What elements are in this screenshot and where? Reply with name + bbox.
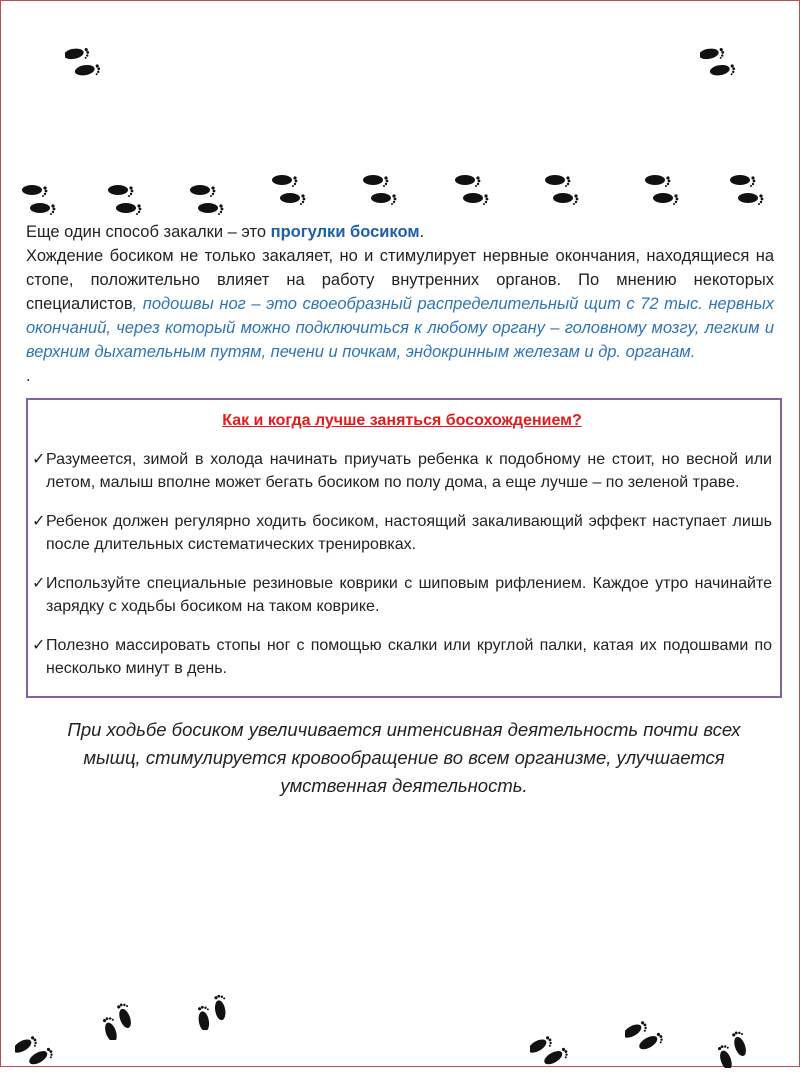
tips-title: Как и когда лучше заняться босохождением?: [222, 412, 582, 429]
footprints-icon: [710, 1028, 750, 1062]
checkmark-icon: ✓: [32, 451, 46, 468]
intro-italic-quote: , подошвы ног – это своеобразный распределительный щит с 72 тыс. нервных окончаний, через который можно подключиться к любому органу – головному мозгу, легким и верхним дыхательным путям, печени и почкам, эндокринным железам и др. органам.: [26, 295, 774, 361]
footprints-icon: [530, 1028, 570, 1062]
tip-text: Полезно массировать стопы ног с помощью скалки или круглой палки, катая их подошвами по несколько минут в день.: [46, 637, 772, 677]
checkmark-icon: ✓: [32, 513, 46, 530]
tip-text: Используйте специальные резиновые коврики с шиповым рифлением. Каждое утро начинайте зарядку с ходьбы босиком на таком коврике.: [46, 575, 772, 615]
footprints-icon: [625, 1013, 665, 1047]
checkmark-icon: ✓: [32, 575, 46, 592]
tip-text: Ребенок должен регулярно ходить босиком, настоящий закаливающий эффект наступает лишь после длительных систематических тренировках.: [46, 513, 772, 553]
intro-highlight: прогулки босиком: [270, 223, 420, 241]
footprints-icon: [190, 990, 230, 1024]
intro-dot: .: [26, 367, 31, 385]
conclusion-text: При ходьбе босиком увеличивается интенсивная деятельность почти всех мышц, стимулируется кровообращение во всем организме, улучшается умственная деятельность.: [67, 719, 741, 796]
tip-item: [32, 572, 772, 618]
tips-box: [26, 398, 782, 698]
intro-line: Еще один способ закалки – это: [26, 223, 271, 241]
tip-item: [32, 448, 772, 494]
tip-item: [32, 510, 772, 556]
tip-text: Разумеется, зимой в холода начинать приучать ребенка к подобному не стоит, но весной или летом, малыш вполне может бегать босиком по полу дома, а еще лучше – по зеленой траве.: [46, 451, 772, 491]
intro-paragraph: Хождение босиком не только закаляет, но и стимулирует нервные окончания, находящиеся на стопе, положительно влияет на работу внутренних органов. По мнению некоторых специалистов: [26, 247, 774, 313]
checkmark-icon: ✓: [32, 637, 46, 654]
footprints-icon: [95, 1000, 135, 1034]
intro-text: [26, 220, 774, 388]
tip-item: [32, 634, 772, 680]
intro-period: .: [419, 223, 425, 241]
footprints-icon: [15, 1028, 55, 1062]
